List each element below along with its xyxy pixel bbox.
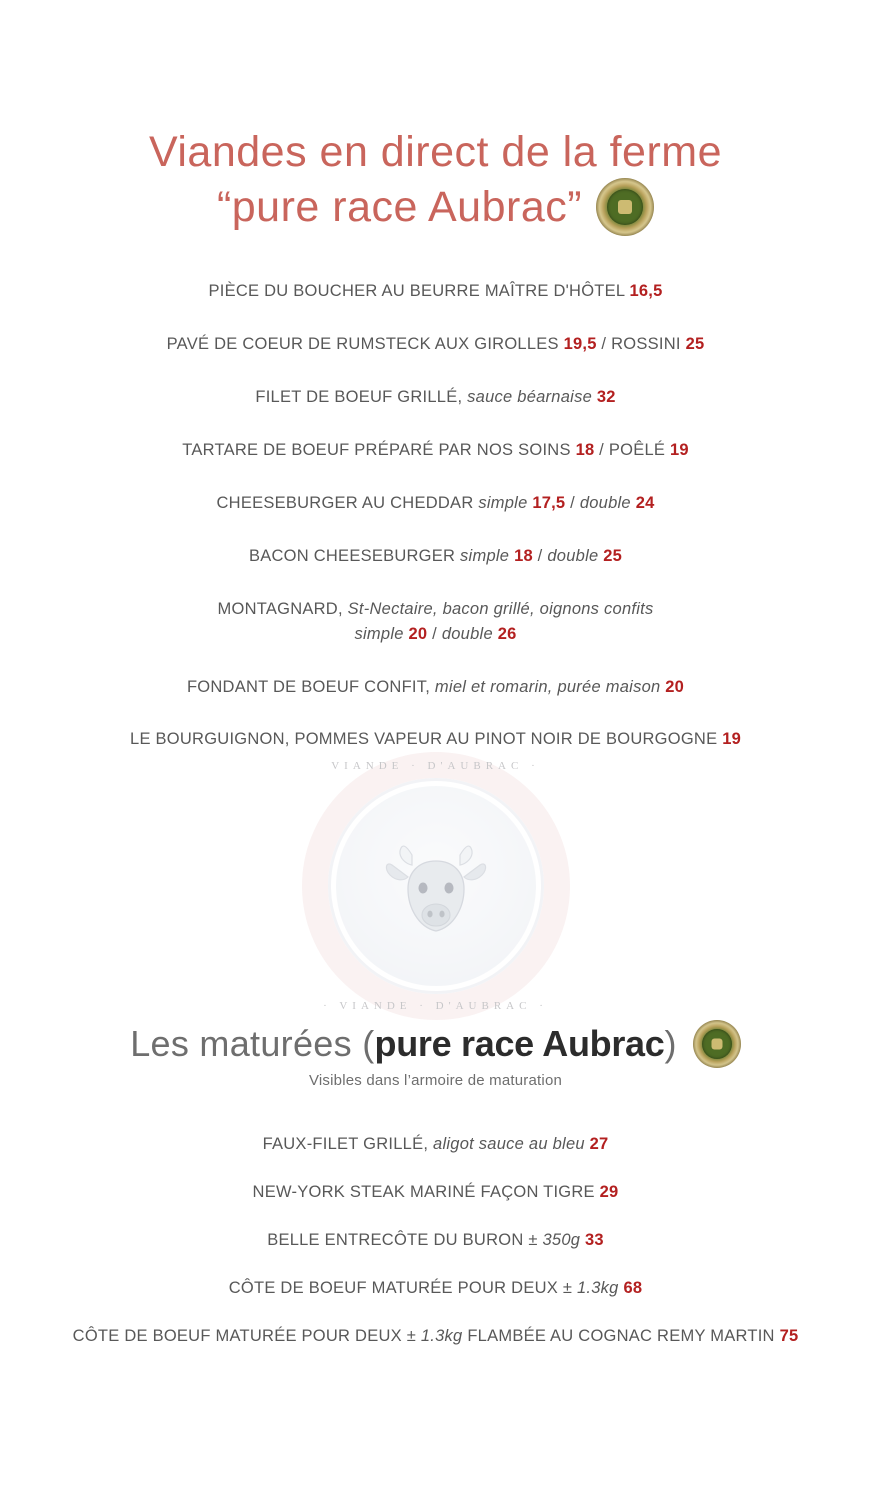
item-price: 68 (623, 1278, 643, 1297)
item-separator: / (601, 335, 607, 354)
item-description: 350g (542, 1230, 581, 1249)
item-price: 20 (665, 677, 685, 696)
list-item (0, 333, 871, 357)
list-item (0, 1181, 871, 1205)
item-separator: / (599, 440, 605, 459)
item-price: 32 (596, 388, 616, 406)
item-name: LE BOURGUIGNON, POMMES VAPEUR AU PINOT NOIR DE BOURGOGNE (130, 730, 718, 749)
list-item (0, 598, 871, 647)
section-two-title-suffix: ) (664, 1023, 677, 1064)
item-name: FILET DE BOEUF GRILLÉ, (255, 388, 463, 406)
item-price-2: 25 (603, 546, 623, 565)
item-variant-label-2: double (547, 546, 599, 565)
item-variant-label: ROSSINI (611, 335, 681, 354)
item-price: 27 (589, 1135, 609, 1153)
item-price-2: 24 (635, 493, 655, 512)
item-name: TARTARE DE BOEUF PRÉPARÉ PAR NOS SOINS (182, 440, 571, 459)
list-item (0, 1325, 871, 1349)
item-variant-label: POÊLÉ (608, 440, 666, 459)
item-description: 1.3kg (420, 1326, 463, 1345)
item-variant-label-1: simple (460, 546, 510, 565)
item-price: 29 (599, 1182, 619, 1201)
item-separator: / (537, 546, 543, 565)
item-price: 75 (779, 1326, 799, 1345)
section-les-maturees (0, 1020, 871, 1373)
watermark-text-bottom: · VIANDE · D'AUBRAC · (323, 1000, 548, 1012)
section-two-title-prefix: Les maturées ( (130, 1023, 375, 1064)
section-one-title-line2-wrap (0, 178, 871, 236)
item-price: 18 (575, 440, 595, 459)
item-name: CÔTE DE BOEUF MATURÉE POUR DEUX ± (72, 1326, 417, 1345)
item-price-2: 26 (497, 624, 517, 643)
item-name: FONDANT DE BOEUF CONFIT, (186, 677, 431, 696)
item-price: 20 (408, 624, 428, 643)
item-name: PIÈCE DU BOUCHER AU BEURRE MAÎTRE D'HÔTEL (208, 282, 625, 301)
item-name: BELLE ENTRECÔTE DU BURON ± (267, 1230, 538, 1249)
item-description: St-Nectaire, bacon grillé, oignons confits (347, 599, 654, 618)
item-separator: / (570, 493, 575, 512)
item-name: BACON CHEESEBURGER (248, 546, 456, 565)
item-price: 17,5 (532, 493, 566, 512)
section-one-title-line1: Viandes en direct de la ferme (148, 128, 723, 176)
item-price: 33 (585, 1230, 604, 1249)
watermark-disc (336, 786, 536, 986)
item-variant-label-2: double (579, 493, 631, 512)
item-name: FAUX-FILET GRILLÉ, (262, 1135, 429, 1153)
item-price-2: 19 (669, 440, 689, 459)
section-two-title-strong: pure race Aubrac (374, 1023, 665, 1064)
item-name: PAVÉ DE COEUR DE RUMSTECK AUX GIROLLES (166, 335, 559, 354)
section-two-subtitle: Visibles dans l’armoire de maturation (308, 1072, 563, 1089)
watermark-text-top: VIANDE · D'AUBRAC · (331, 760, 540, 772)
item-price: 19,5 (563, 335, 597, 354)
item-variant-label-1: simple (478, 493, 528, 512)
item-name: CÔTE DE BOEUF MATURÉE POUR DEUX ± (228, 1278, 573, 1297)
list-item (0, 492, 871, 516)
list-item (0, 1229, 871, 1253)
aubrac-label-icon (596, 178, 654, 236)
list-item (0, 728, 871, 752)
section-one-header (0, 0, 871, 236)
watermark-ring-outer (302, 752, 570, 1020)
list-item (0, 545, 871, 569)
watermark-ring-inner (328, 778, 544, 994)
item-separator: / (432, 624, 437, 643)
item-variant-label-2: double (441, 624, 493, 643)
item-variant-label-1: simple (354, 624, 404, 643)
list-item (0, 386, 871, 410)
list-item (0, 1133, 871, 1157)
item-description: miel et romarin, purée maison (434, 677, 661, 696)
item-name: NEW-YORK STEAK MARINÉ FAÇON TIGRE (252, 1182, 595, 1201)
menu-list-viandes (0, 280, 871, 752)
item-price-2: 25 (685, 335, 705, 354)
item-price: 16,5 (629, 282, 663, 301)
list-item (0, 676, 871, 700)
list-item (0, 439, 871, 463)
item-variants (40, 623, 831, 647)
item-name: CHEESEBURGER AU CHEDDAR (216, 493, 474, 512)
cow-head-icon (376, 831, 496, 951)
aubrac-watermark (302, 752, 570, 1020)
item-name: MONTAGNARD, (217, 599, 343, 618)
menu-list-maturees (0, 1133, 871, 1349)
item-price: 18 (514, 546, 533, 565)
list-item (0, 280, 871, 304)
cow-face (408, 861, 464, 931)
item-description: aligot sauce au bleu (433, 1135, 585, 1153)
item-name-after: FLAMBÉE AU COGNAC REMY MARTIN (467, 1326, 775, 1345)
item-description: 1.3kg (576, 1278, 619, 1297)
aubrac-label-icon (693, 1020, 741, 1068)
item-price: 19 (722, 730, 741, 749)
list-item (0, 1277, 871, 1301)
section-one-title-line2: “pure race Aubrac” (216, 183, 583, 232)
section-two-header (0, 1020, 871, 1068)
section-two-title (130, 1023, 677, 1065)
item-description: sauce béarnaise (467, 388, 592, 406)
